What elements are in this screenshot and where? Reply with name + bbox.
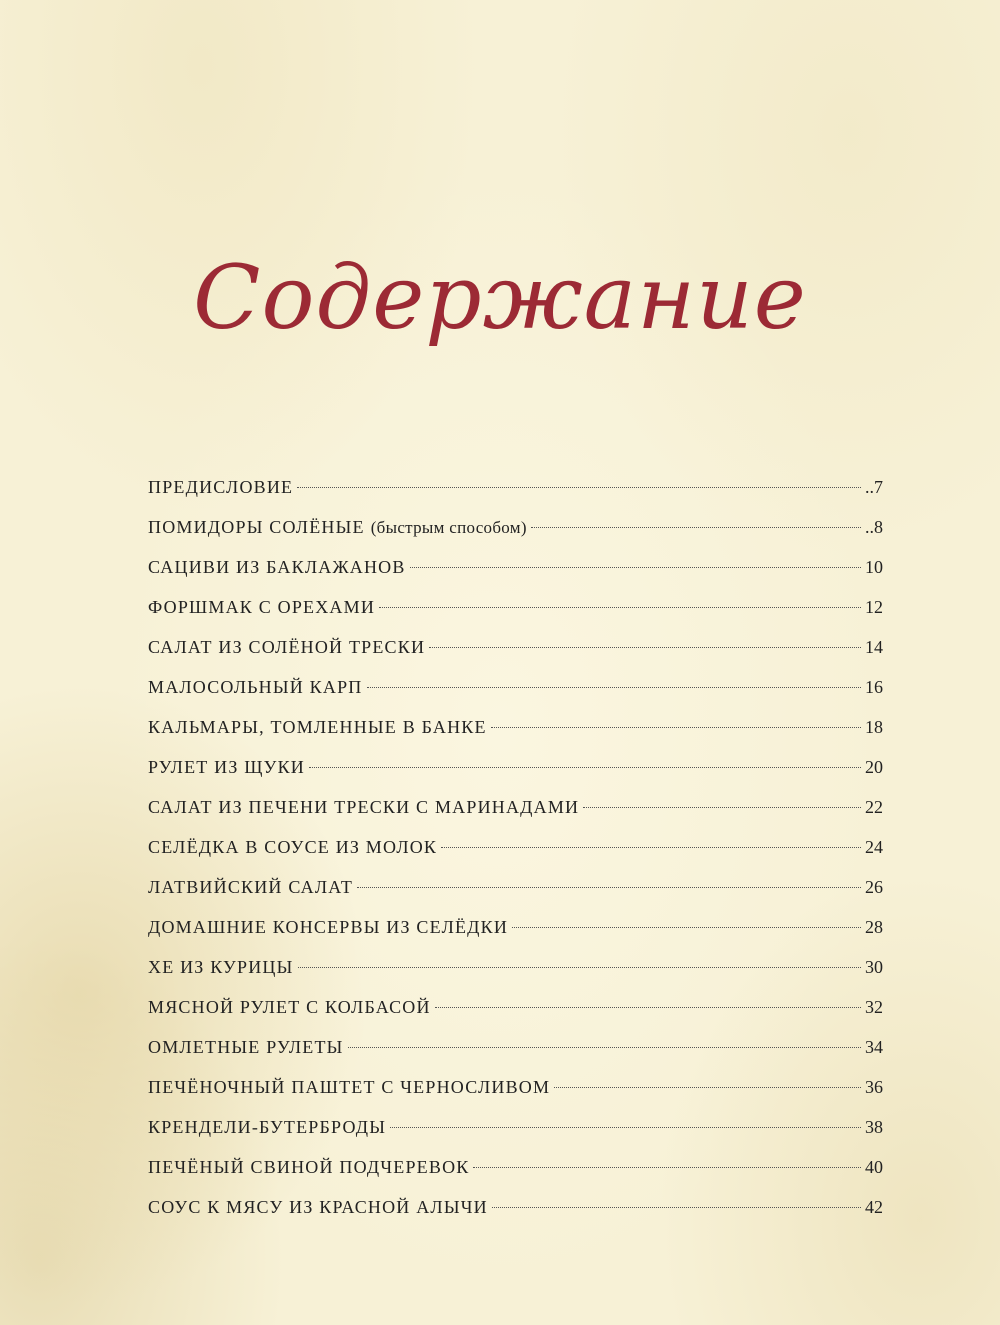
toc-entry	[148, 747, 883, 787]
dot-leader	[441, 847, 861, 848]
dot-leader	[473, 1167, 861, 1168]
table-of-contents	[148, 467, 883, 1227]
toc-entry-title: ДОМАШНИЕ КОНСЕРВЫ ИЗ СЕЛЁДКИ	[148, 917, 509, 937]
toc-entry-title: КРЕНДЕЛИ-БУТЕРБРОДЫ	[148, 1117, 387, 1137]
dot-leader	[357, 887, 861, 888]
toc-entry-title: ПЕЧЁНОЧНЫЙ ПАШТЕТ С ЧЕРНОСЛИВОМ	[148, 1077, 551, 1097]
toc-entry	[148, 787, 883, 827]
toc-entry-page: 16	[865, 677, 883, 697]
dot-leader	[410, 567, 861, 568]
dot-leader	[531, 527, 861, 528]
toc-entry	[148, 1147, 883, 1187]
toc-entry	[148, 1107, 883, 1147]
dot-leader	[512, 927, 861, 928]
toc-entry-title: МАЛОСОЛЬНЫЙ КАРП	[148, 677, 363, 697]
toc-entry	[148, 1067, 883, 1107]
toc-entry	[148, 907, 883, 947]
toc-entry	[148, 827, 883, 867]
toc-entry	[148, 947, 883, 987]
toc-entry-title: САЛАТ ИЗ ПЕЧЕНИ ТРЕСКИ С МАРИНАДАМИ	[148, 797, 580, 817]
dot-leader	[554, 1087, 861, 1088]
dot-leader	[348, 1047, 861, 1048]
dot-leader	[298, 967, 861, 968]
toc-entry-title: ПОМИДОРЫ СОЛЁНЫЕ	[148, 517, 365, 537]
toc-entry-page: 10	[865, 557, 883, 577]
toc-entry-subtitle: (быстрым способом)	[370, 518, 527, 537]
toc-entry-title: МЯСНОЙ РУЛЕТ С КОЛБАСОЙ	[148, 997, 431, 1017]
toc-entry-title: СОУС К МЯСУ ИЗ КРАСНОЙ АЛЫЧИ	[148, 1197, 488, 1217]
dot-leader	[429, 647, 861, 648]
toc-entry-title: СЕЛЁДКА В СОУСЕ ИЗ МОЛОК	[148, 837, 438, 857]
dot-leader	[492, 1207, 861, 1208]
toc-entry-title: ХЕ ИЗ КУРИЦЫ	[148, 957, 294, 977]
toc-entry-page: 28	[865, 917, 883, 937]
toc-entry-page: 40	[865, 1157, 883, 1177]
toc-entry-page: 12	[865, 597, 883, 617]
toc-entry-page: 20	[865, 757, 883, 777]
toc-entry	[148, 987, 883, 1027]
toc-entry	[148, 547, 883, 587]
toc-entry-page: 36	[865, 1077, 883, 1097]
toc-entry-title: ПЕЧЁНЫЙ СВИНОЙ ПОДЧЕРЕВОК	[148, 1157, 470, 1177]
toc-entry-page: 24	[865, 837, 883, 857]
page-title: Содержание	[193, 246, 807, 349]
dot-leader	[491, 727, 861, 728]
toc-entry	[148, 867, 883, 907]
toc-entry-page: ..7	[865, 477, 883, 497]
toc-entry-title: САЛАТ ИЗ СОЛЁНОЙ ТРЕСКИ	[148, 637, 426, 657]
dot-leader	[379, 607, 861, 608]
toc-entry-page: 26	[865, 877, 883, 897]
dot-leader	[390, 1127, 861, 1128]
toc-entry-page: 22	[865, 797, 883, 817]
toc-entry-title: САЦИВИ ИЗ БАКЛАЖАНОВ	[148, 557, 406, 577]
toc-entry-page: 42	[865, 1197, 883, 1217]
dot-leader	[583, 807, 861, 808]
toc-entry	[148, 667, 883, 707]
toc-entry-page: 30	[865, 957, 883, 977]
toc-entry	[148, 507, 883, 547]
toc-entry-title: КАЛЬМАРЫ, ТОМЛЕННЫЕ В БАНКЕ	[148, 717, 487, 737]
toc-entry	[148, 1187, 883, 1227]
toc-entry	[148, 627, 883, 667]
toc-entry-page: 34	[865, 1037, 883, 1057]
toc-entry-page: 38	[865, 1117, 883, 1137]
toc-entry	[148, 707, 883, 747]
toc-entry-page: 18	[865, 717, 883, 737]
toc-entry-page: ..8	[865, 517, 883, 537]
toc-entry-title: ОМЛЕТНЫЕ РУЛЕТЫ	[148, 1037, 344, 1057]
toc-entry	[148, 467, 883, 507]
toc-entry-title: ПРЕДИСЛОВИЕ	[148, 477, 294, 497]
toc-entry-page: 14	[865, 637, 883, 657]
dot-leader	[309, 767, 861, 768]
toc-entry-title: ЛАТВИЙСКИЙ САЛАТ	[148, 877, 354, 897]
toc-entry	[148, 587, 883, 627]
toc-entry-title: ФОРШМАК С ОРЕХАМИ	[148, 597, 376, 617]
toc-entry	[148, 1027, 883, 1067]
dot-leader	[435, 1007, 861, 1008]
dot-leader	[297, 487, 861, 488]
toc-entry-title: РУЛЕТ ИЗ ЩУКИ	[148, 757, 305, 777]
toc-entry-page: 32	[865, 997, 883, 1017]
dot-leader	[367, 687, 862, 688]
